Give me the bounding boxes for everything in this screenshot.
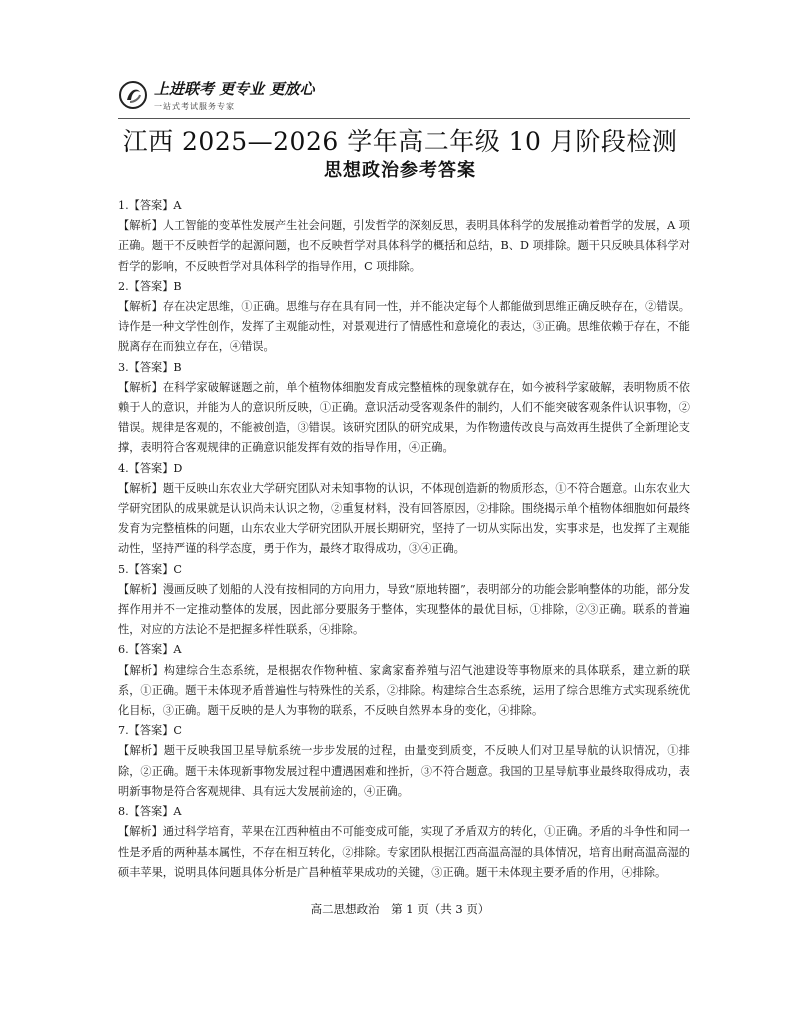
analysis-text: 【解析】题干反映我国卫星导航系统一步步发展的过程，由量变到质变，不反映人们对卫星导航的认识情况，①排除，②正确。题干未体现新事物发展过程中遭遇困难和挫折，③不符合题意。我国的卫星导航事业最终取得成功，表明新事物是符合客观规律、具有远大发展前途的，④正确。 <box>118 744 690 798</box>
question-item <box>118 459 690 560</box>
analysis-text: 【解析】人工智能的变革性发展产生社会问题，引发哲学的深刻反思，表明具体科学的发展推动着哲学的发展，A 项正确。题干不反映哲学的起源问题，也不反映哲学对具体科学的概括和总结，B、D 项排除。题干只反映具体科学对哲学的影响，不反映哲学对具体科学的指导作用，C 项排除。 <box>118 219 690 273</box>
question-item <box>118 196 690 277</box>
analysis-text: 【解析】在科学家破解谜题之前，单个植物体细胞发育成完整植株的现象就存在，如今被科学家破解，表明物质不依赖于人的意识，并能为人的意识所反映，①正确。意识活动受客观条件的制约，人们不能突破客观条件认识事物，②错误。规律是客观的，不能被创造，③错误。该研究团队的研究成果，为作物遗传改良与高效再生提供了全新理论支撑，表明符合客观规律的正确意识能发挥有效的指导作用，④正确。 <box>118 380 690 455</box>
answer-line: 1.【答案】A <box>118 199 182 212</box>
analysis-text: 【解析】通过科学培育，苹果在江西种植由不可能变成可能，实现了矛盾双方的转化，①正确。矛盾的斗争性和同一性是矛盾的两种基本属性，不存在相互转化，②排除。专家团队根据江西高温高湿的具体情况，培育出耐高温高湿的硕丰苹果，说明具体问题具体分析是广昌种植苹果成功的关键，③正确。题干未体现主要矛盾的作用，④排除。 <box>118 825 690 879</box>
analysis-text: 【解析】漫画反映了划船的人没有按相同的方向用力，导致“原地转圈”，表明部分的功能会影响整体的功能，部分发挥作用并不一定推动整体的发展，因此部分要服务于整体，实现整体的最优目标，①排除，②③正确。联系的普遍性，对应的方法论不是把握多样性联系，④排除。 <box>118 582 690 637</box>
question-item <box>118 802 690 883</box>
brand-header <box>118 78 314 112</box>
answer-line: 2.【答案】B <box>118 279 182 293</box>
question-item <box>118 721 690 802</box>
answer-list <box>118 196 690 883</box>
page-footer: 高二思想政治 第 1 页（共 3 页） <box>310 902 490 916</box>
answer-line: 4.【答案】D <box>118 461 183 475</box>
page-title: 江西 2025—2026 学年高二年级 10 月阶段检测 <box>122 127 678 156</box>
brand-logo-icon <box>118 80 148 110</box>
question-item <box>118 277 690 358</box>
answer-line: 8.【答案】A <box>118 805 182 819</box>
question-item <box>118 358 690 459</box>
answer-line: 5.【答案】C <box>118 562 182 576</box>
answer-line: 3.【答案】B <box>118 360 182 374</box>
question-item <box>118 640 690 721</box>
brand-tagline: 一站式考试服务专家 <box>154 102 235 111</box>
analysis-text: 【解析】题干反映山东农业大学研究团队对未知事物的认识，不体现创造新的物质形态，①不符合题意。山东农业大学研究团队的成果就是认识尚未认识之物，②重复材料，没有回答原因，②排除。围绕揭示单个植物体细胞如何最终发育为完整植株的问题，山东农业大学研究团队开展长期研究，坚持了一切从实际出发，实事求是，也发挥了主观能动性，坚持严谨的科学态度，勇于作为，最终才取得成功，③④正确。 <box>118 481 690 556</box>
brand-slogan: 上进联考 更专业 更放心 <box>154 80 315 98</box>
header-divider <box>118 118 690 119</box>
page-subtitle: 思想政治参考答案 <box>324 160 476 181</box>
answer-line: 7.【答案】C <box>118 724 182 738</box>
analysis-text: 【解析】存在决定思维，①正确。思维与存在具有同一性，并不能决定每个人都能做到思维正确反映存在，②错误。诗作是一种文学性创作，发挥了主观能动性，对景观进行了情感性和意境化的表达，③正确。思维依赖于存在，不能脱离存在而独立存在，④错误。 <box>118 300 690 354</box>
answer-line: 6.【答案】A <box>118 643 182 657</box>
question-item <box>118 560 690 641</box>
analysis-text: 【解析】构建综合生态系统，是根据农作物种植、家禽家畜养殖与沼气池建设等事物原来的具体联系，建立新的联系，①正确。题干未体现矛盾普遍性与特殊性的关系，②排除。构建综合生态系统，运用了综合思维方式实现系统优化目标，③正确。题干反映的是人为事物的联系，不反映自然界本身的变化，④排除。 <box>118 663 690 718</box>
